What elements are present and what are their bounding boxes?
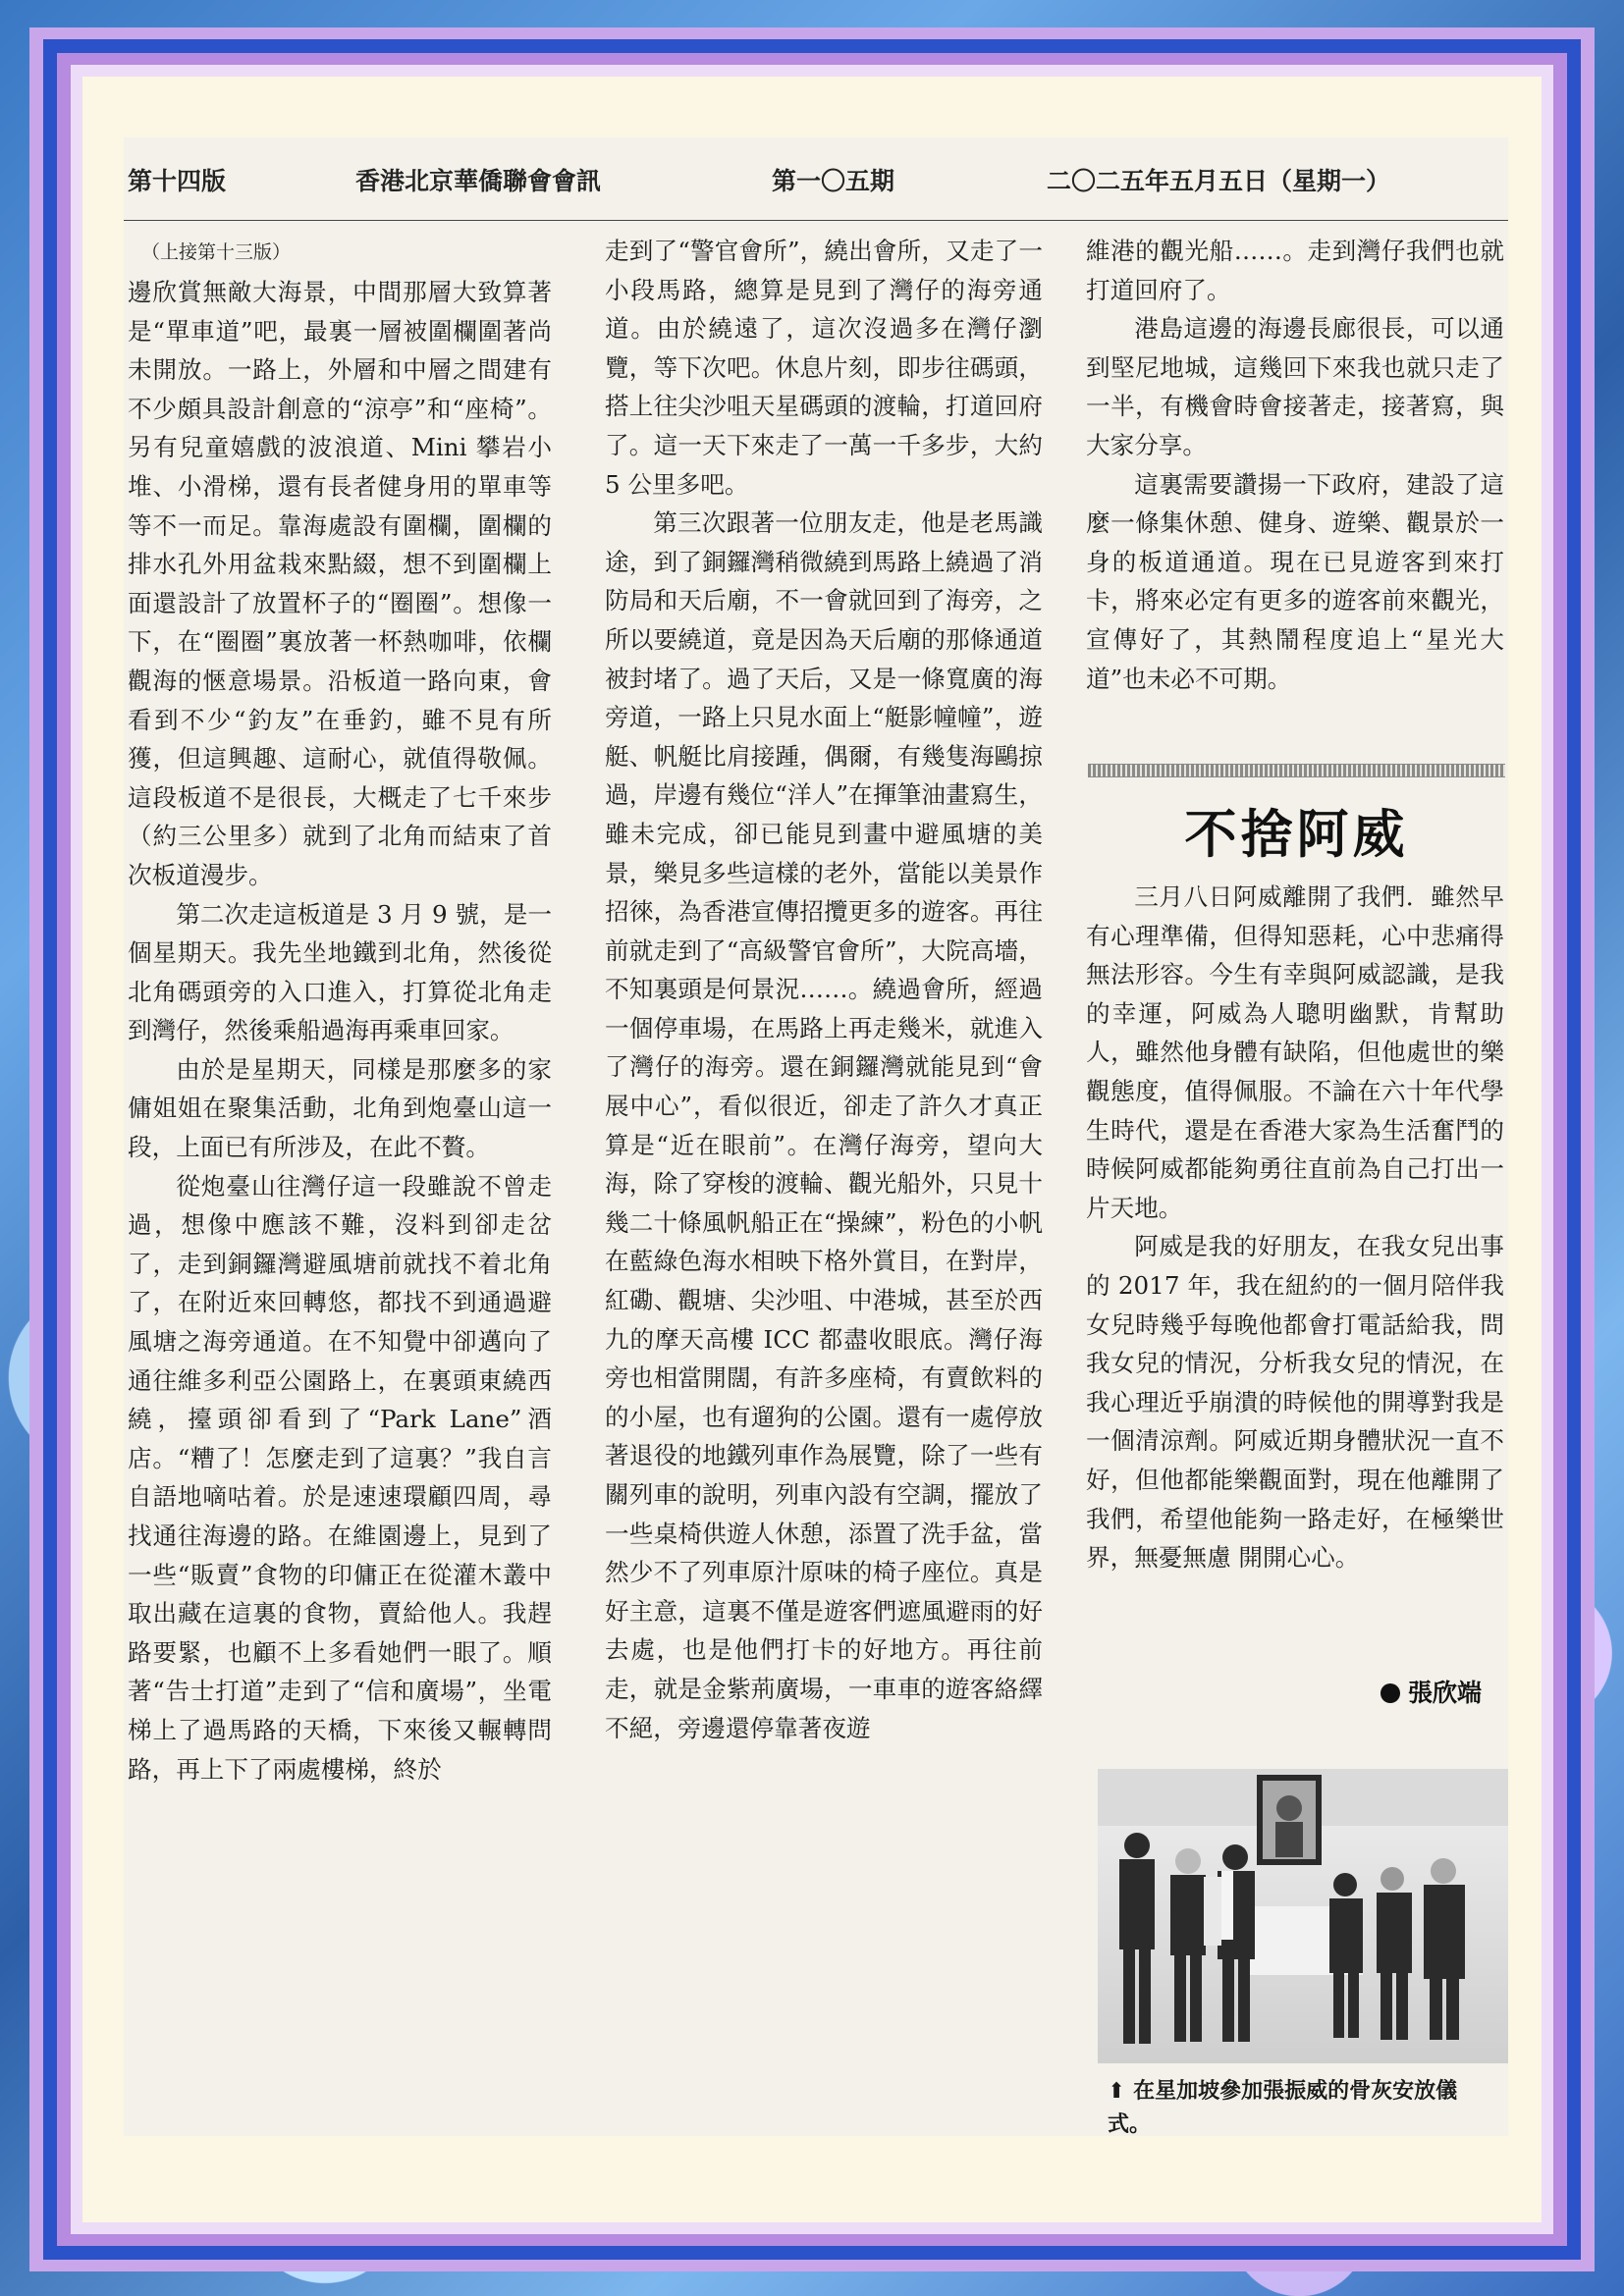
article-title: 不捨阿威	[1184, 805, 1409, 865]
article-column-2	[605, 232, 1043, 1747]
paragraph: 維港的觀光船……。走到灣仔我們也就打道回府了。	[1086, 237, 1504, 304]
paragraph: 由於是星期天，同樣是那麼多的家傭姐姐在聚集活動，北角到炮臺山這一段，上面已有所涉及，在此不贅。	[128, 1054, 552, 1162]
paragraph: 阿威是我的好朋友，在我女兒出事的 2017 年，我在紐約的一個月陪伴我女兒時幾乎每晚他都會打電話給我，問我女兒的情況，分析我女兒的情況，在我心理近乎崩潰的時候他的開導對我是一個清涼劑。阿威近期身體狀況一直不好，但他都能樂觀面對，現在他離開了我們，希望他能夠一路走好，在極樂世界，無憂無慮 開開心心。	[1086, 1232, 1504, 1573]
article-column-3	[1086, 232, 1504, 698]
group-photo	[1098, 1769, 1508, 2063]
author-signature	[1380, 1674, 1482, 1709]
issue-date: 二〇二五年五月五日（星期一）	[1047, 167, 1391, 195]
issue-number: 第一〇五期	[772, 167, 895, 195]
newsletter-title: 香港北京華僑聯會會訊	[355, 167, 602, 195]
article-column-1	[128, 236, 552, 1789]
paragraph: 從炮臺山往灣仔這一段雖說不曾走過，想像中應該不難，沒料到卻走岔了，走到銅鑼灣避風塘前就找不着北角了，在附近來回轉悠，都找不到通過避風塘之海旁通道。在不知覺中卻邁向了通往維多利亞公園路上，在裏頭東繞西繞，擡頭卻看到了“Park Lane”酒店。“糟了！怎麼走到了這裏？”我自言自語地嘀咕着。於是速速環顧四周，尋找通往海邊的路。在維園邊上，見到了一些“販賣”食物的印傭正在從灌木叢中取出藏在這裏的食物，賣給他人。我趕路要緊，也顧不上多看她們一眼了。順著“告士打道”走到了“信和廣場”，坐電梯上了過馬路的天橋，下來後又輾轉問路，再上下了兩處樓梯，終於	[128, 1171, 552, 1784]
page-number: 第十四版	[128, 167, 227, 195]
photo-illustration	[1098, 1769, 1508, 2063]
author-name: 張欣端	[1408, 1679, 1483, 1707]
paragraph: 邊欣賞無敵大海景，中間那層大致算著是“單車道”吧，最裏一層被圍欄圍著尚未開放。一路上，外層和中層之間建有不少頗具設計創意的“涼亭”和“座椅”。另有兒童嬉戲的波浪道、Mini 攀岩小堆、小滑梯，還有長者健身用的單車等等不一而足。靠海處設有圍欄，圍欄的排水孔外用盆栽來點綴，想不到圍欄上面還設計了放置杯子的“圈圈”。想像一下，在“圈圈”裏放著一杯熱咖啡，依欄觀海的愜意場景。沿板道一路向東，會看到不少“釣友”在垂釣，雖不見有所獲，但這興趣、這耐心，就值得敬佩。這段板道不是很長，大概走了七千來步（約三公里多）就到了北角而結束了首次板道漫步。	[128, 278, 552, 889]
paragraph: 港島這邊的海邊長廊很長，可以通到堅尼地城，這幾回下來我也就只走了一半，有機會時會接著走，接著寫，與大家分享。	[1086, 314, 1504, 459]
bullet-icon	[1380, 1683, 1400, 1703]
paragraph: 走到了“警官會所”，繞出會所，又走了一小段馬路，總算是見到了灣仔的海旁通道。由於繞遠了，這次沒過多在灣仔瀏覽，等下次吧。休息片刻，即步往碼頭，搭上往尖沙咀天星碼頭的渡輪，打道回府了。這一天下來走了一萬一千多步，大約 5 公里多吧。	[605, 237, 1043, 499]
section-divider	[1088, 764, 1505, 777]
paragraph: 第二次走這板道是 3 月 9 號，是一個星期天。我先坐地鐵到北角，然後從北角碼頭旁的入口進入，打算從北角走到灣仔，然後乘船過海再乘車回家。	[128, 899, 552, 1045]
header-rule	[124, 220, 1508, 221]
arrow-up-icon: ⬆	[1108, 2078, 1134, 2104]
photo-caption: ⬆ 在星加坡參加張振威的骨灰安放儀式。	[1108, 2078, 1458, 2137]
paragraph: 第三次跟著一位朋友走，他是老馬識途，到了銅鑼灣稍微繞到馬路上繞過了消防局和天后廟，不一會就回到了海旁，之所以要繞道，竟是因為天后廟的那條通道被封堵了。過了天后，又是一條寬廣的海旁道，一路上只見水面上“艇影幢幢”，遊艇、帆艇比肩接踵，偶爾，有幾隻海鷗掠過，岸邊有幾位“洋人”在揮筆油畫寫生，雖未完成，卻已能見到畫中避風塘的美景，樂見多些這樣的老外，當能以美景作招徠，為香港宣傳招攬更多的遊客。再往前就走到了“高級警官會所”，大院高墻，不知裏頭是何景況……。繞過會所，經過一個停車場，在馬路上再走幾米，就進入了灣仔的海旁。還在銅鑼灣就能見到“會展中心”，看似很近，卻走了許久才真正算是“近在眼前”。在灣仔海旁，望向大海，除了穿梭的渡輪、觀光船外，只見十幾二十條風帆船正在“操練”，粉色的小帆在藍綠色海水相映下格外賞目，在對岸，紅磡、觀塘、尖沙咀、中港城，甚至於西九的摩天高樓 ICC 都盡收眼底。灣仔海旁也相當開闊，有許多座椅，有賣飲料的的小屋，也有遛狗的公園。還有一處停放著退役的地鐵列車作為展覽，除了一些有關列車的說明，列車內設有空調，擺放了一些桌椅供遊人休憩，添置了洗手盆，當然少不了列車原汁原味的椅子座位。真是好主意，這裏不僅是遊客們遮風避雨的好去處，也是他們打卡的好地方。再往前走，就是金紫荊廣場，一車車的遊客絡繹不絕，旁邊還停靠著夜遊	[605, 508, 1043, 1742]
paragraph: 三月八日阿威離開了我們．雖然早有心理準備，但得知惡耗，心中悲痛得無法形容。今生有幸與阿威認識，是我的幸運，阿威為人聰明幽默，肯幫助人，雖然他身體有缺陷，但他處世的樂觀態度，值得佩服。不論在六十年代學生時代，還是在香港大家為生活奮鬥的時候阿威都能夠勇往直前為自己打出一片天地。	[1086, 882, 1504, 1222]
continued-from: （上接第十三版）	[141, 241, 292, 263]
tribute-article	[1086, 878, 1504, 1577]
paragraph: 這裏需要讚揚一下政府，建設了這麼一條集休憩、健身、遊樂、觀景於一身的板道通道。現在已見遊客到來打卡，將來必定有更多的遊客前來觀光，宣傳好了，其熱鬧程度追上“星光大道”也未必不可期。	[1086, 469, 1504, 693]
